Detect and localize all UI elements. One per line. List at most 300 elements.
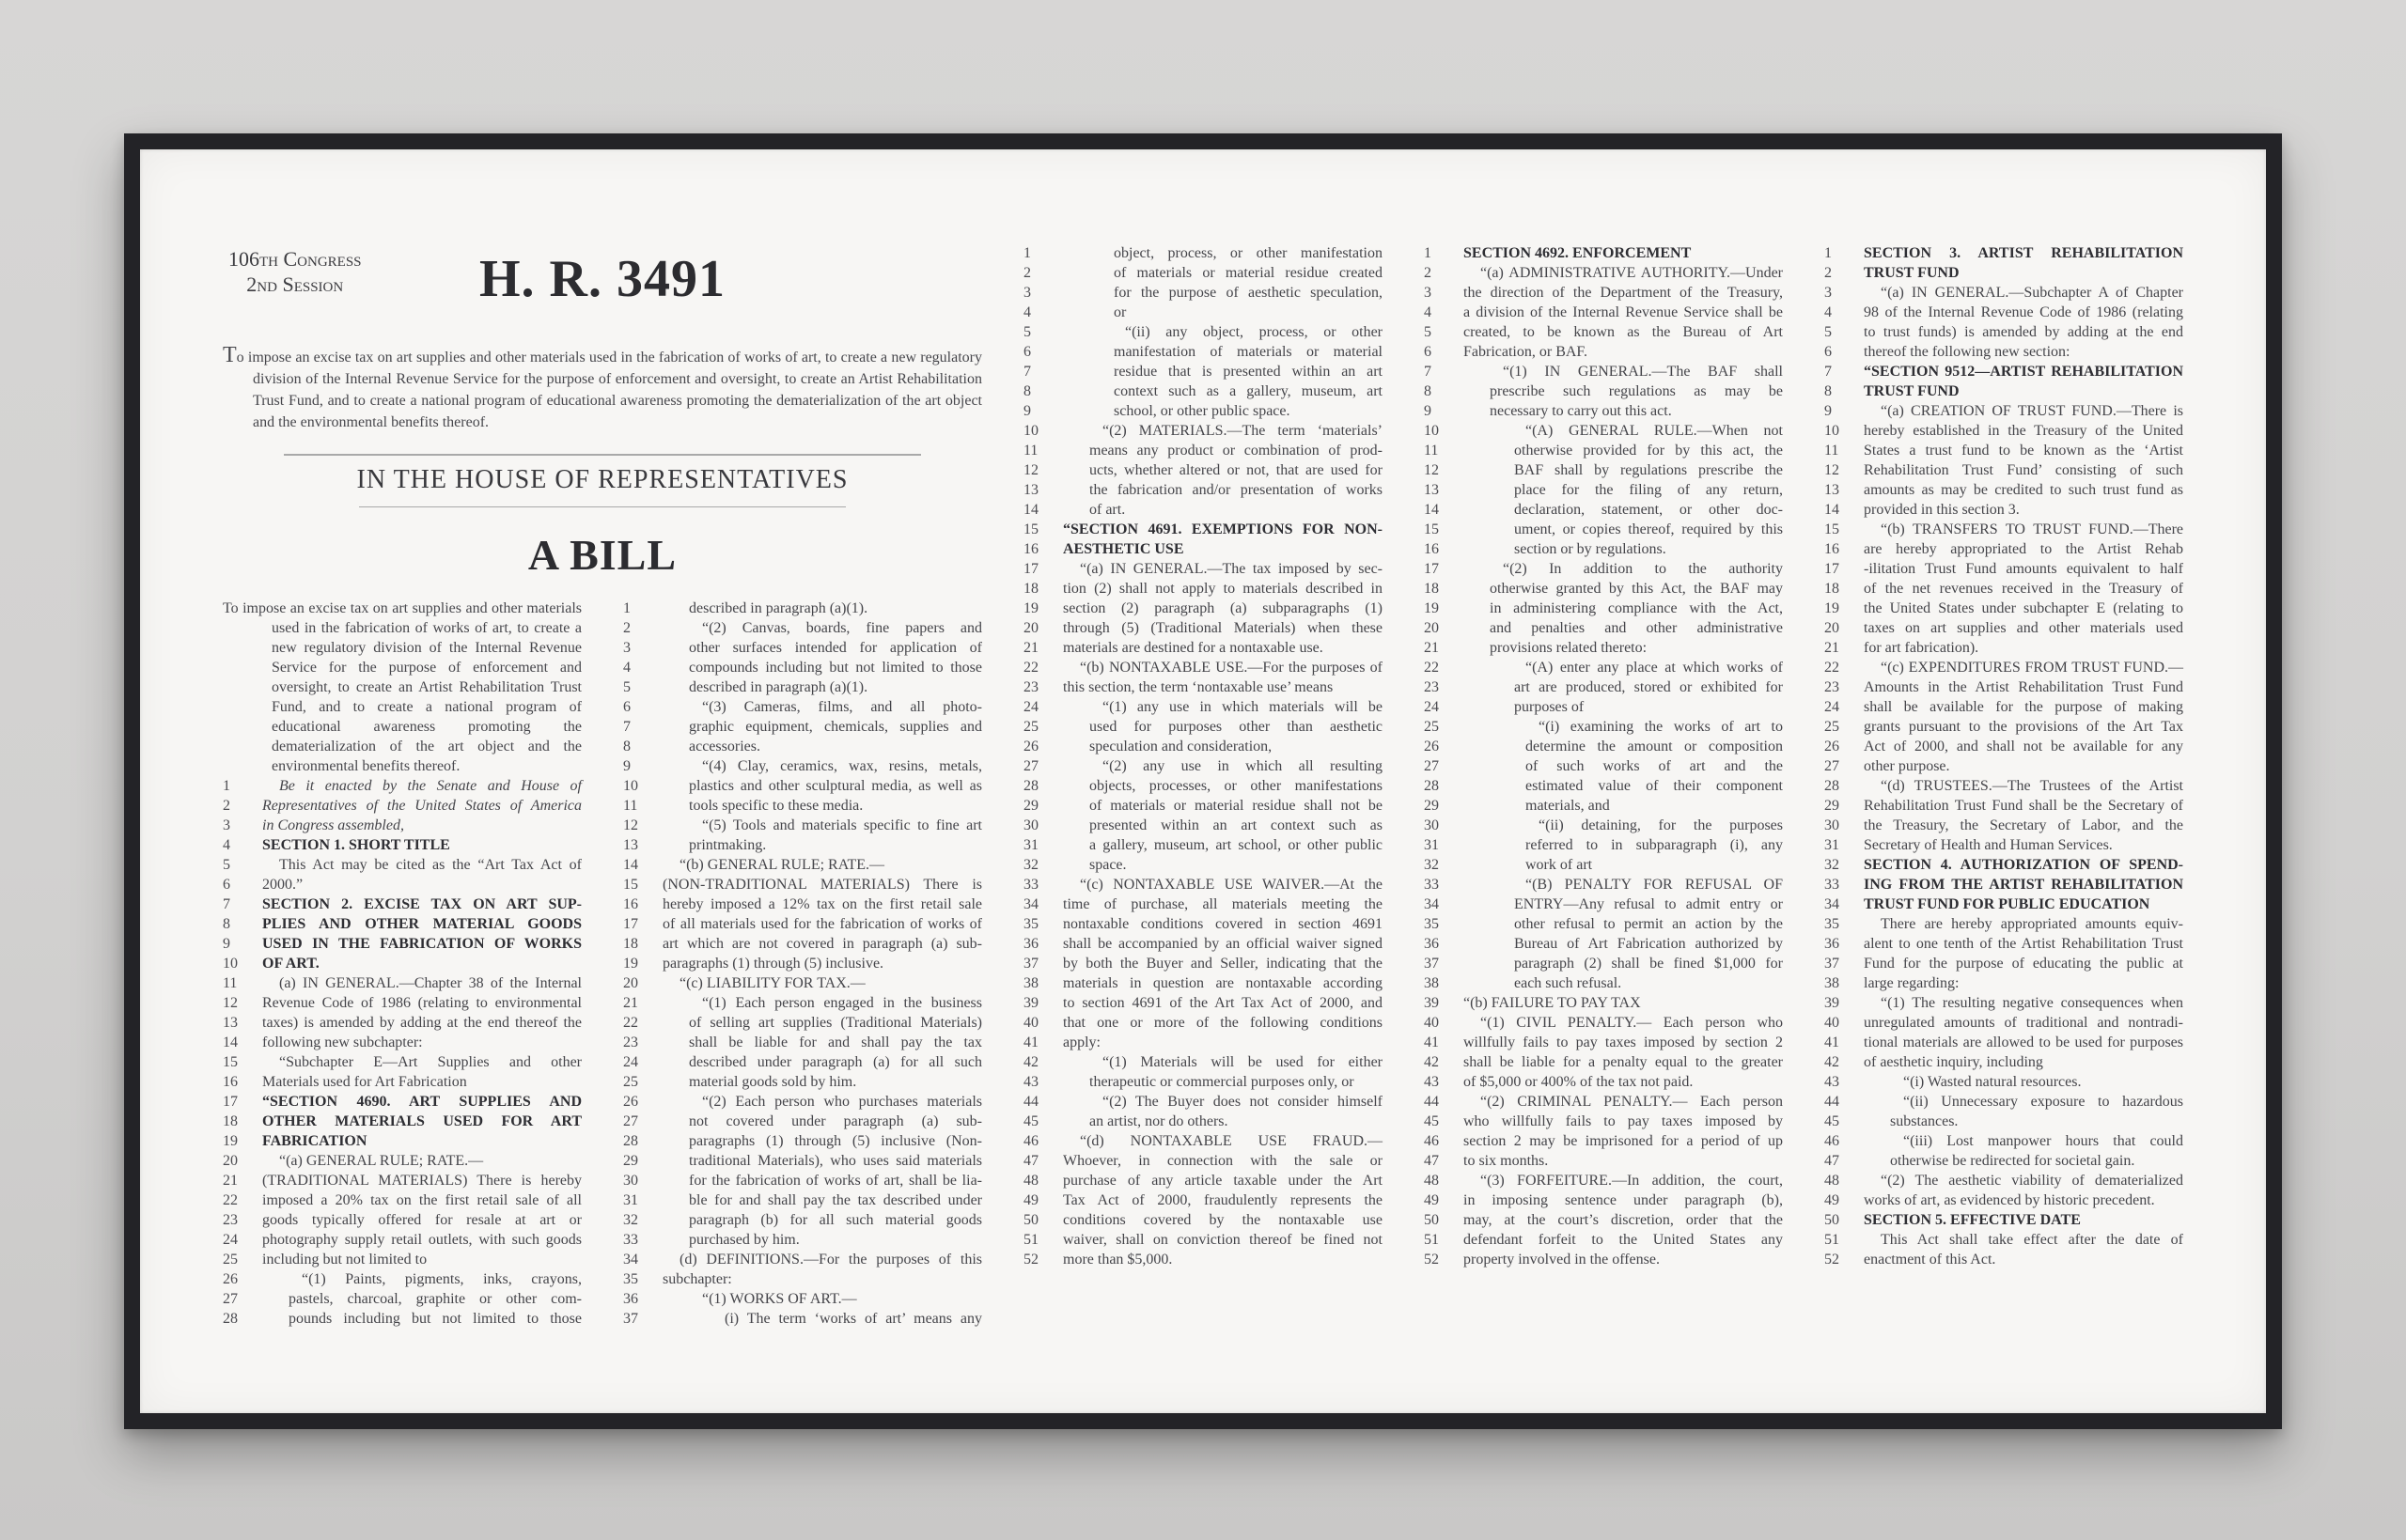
line-number: 7 xyxy=(623,719,631,735)
line-number: 16 xyxy=(1023,541,1039,557)
line-text: section (2) paragraph (a) subparagraphs (1) xyxy=(1063,600,1383,616)
line-text: material goods sold by him. xyxy=(689,1074,857,1090)
bill-line xyxy=(1824,1250,2183,1269)
bill-line xyxy=(623,697,982,717)
bill-column-page-1 xyxy=(223,599,582,1329)
bill-lines-page-1 xyxy=(223,776,582,1329)
bill-line xyxy=(1824,1210,2183,1230)
line-text: purchased by him. xyxy=(689,1232,800,1248)
bill-line xyxy=(1023,1230,1383,1250)
bill-line xyxy=(1824,401,2183,421)
line-text: of selling art supplies (Traditional Materials) xyxy=(689,1015,982,1031)
line-text: works of art, as evidenced by historic precedent. xyxy=(1864,1192,2155,1208)
line-number: 5 xyxy=(1424,324,1431,340)
bill-line xyxy=(1424,520,1783,539)
line-number: 30 xyxy=(1824,817,1839,833)
line-number: 24 xyxy=(623,1054,638,1070)
line-text: more than $5,000. xyxy=(1063,1252,1173,1268)
line-text: other refusal to permit an action by the xyxy=(1514,916,1783,932)
line-text: Representatives of the United States of America xyxy=(262,798,582,814)
line-number: 24 xyxy=(1824,699,1839,715)
line-number: 7 xyxy=(223,896,230,912)
bill-line xyxy=(623,855,982,875)
bill-line xyxy=(623,894,982,914)
line-text: “(c) NONTAXABLE USE WAIVER.—At the xyxy=(1080,877,1383,893)
bill-line xyxy=(1023,283,1383,303)
bill-line xyxy=(623,1112,982,1131)
line-number: 7 xyxy=(1424,364,1431,380)
line-text: the United States under subchapter E (relating to xyxy=(1864,600,2183,616)
bill-line xyxy=(1424,1092,1783,1112)
line-text: residue that is presented within an art xyxy=(1114,364,1383,380)
bill-line xyxy=(1824,875,2183,894)
bill-line xyxy=(1424,599,1783,618)
bill-line xyxy=(1424,934,1783,954)
line-number: 2 xyxy=(223,798,230,814)
line-number: 15 xyxy=(1824,521,1839,537)
line-number: 50 xyxy=(1023,1212,1039,1228)
line-number: 18 xyxy=(1023,581,1039,597)
line-number: 31 xyxy=(1023,837,1039,853)
line-text: therapeutic or commercial purposes only, or xyxy=(1089,1074,1354,1090)
bill-line xyxy=(1424,401,1783,421)
bill-line xyxy=(623,1013,982,1033)
line-number: 48 xyxy=(1824,1173,1839,1189)
line-text: TRUST FUND xyxy=(1864,265,1960,281)
bill-line xyxy=(223,1013,582,1033)
line-number: 3 xyxy=(1824,285,1832,301)
bill-line xyxy=(1424,579,1783,599)
bill-line xyxy=(1824,776,2183,796)
line-number: 21 xyxy=(223,1173,238,1189)
line-text: AESTHETIC USE xyxy=(1063,541,1184,557)
bill-header-and-first-pages xyxy=(223,243,982,1413)
line-number: 33 xyxy=(1824,877,1839,893)
line-number: 36 xyxy=(1023,936,1039,952)
line-text: conditions covered by the nontaxable use xyxy=(1063,1212,1383,1228)
line-text: hereby imposed a 12% tax on the first retail sale xyxy=(663,896,982,912)
line-number: 33 xyxy=(623,1232,638,1248)
line-text: shall be liable for a penalty equal to the greater xyxy=(1463,1054,1783,1070)
line-text: defendant forfeit to the United States any xyxy=(1463,1232,1783,1248)
line-number: 2 xyxy=(1824,265,1832,281)
line-text: “(b) FAILURE TO PAY TAX xyxy=(1463,995,1641,1011)
bill-line xyxy=(1824,283,2183,303)
line-number: 4 xyxy=(1424,304,1431,320)
line-text: printmaking. xyxy=(689,837,767,853)
bill-line xyxy=(1424,1210,1783,1230)
line-number: 25 xyxy=(623,1074,638,1090)
bill-line xyxy=(1023,914,1383,934)
bill-line xyxy=(1023,1131,1383,1151)
line-text: “(a) CREATION OF TRUST FUND.—There is xyxy=(1881,403,2183,419)
line-number: 34 xyxy=(1424,896,1439,912)
bill-pages-1-2 xyxy=(223,599,982,1329)
bill-line xyxy=(623,756,982,776)
line-text: the fabrication and/or presentation of works xyxy=(1089,482,1383,498)
line-number: 46 xyxy=(1023,1133,1039,1149)
bill-line xyxy=(223,1269,582,1289)
line-text: a division of the Internal Revenue Service shall be xyxy=(1463,304,1783,320)
bill-line xyxy=(1824,855,2183,875)
bill-line xyxy=(623,658,982,677)
line-text: “(3) FORFEITURE.—In addition, the court, xyxy=(1480,1173,1783,1189)
bill-line xyxy=(1424,539,1783,559)
line-number: 45 xyxy=(1023,1113,1039,1129)
line-text: referred to in subparagraph (i), any xyxy=(1525,837,1783,853)
line-text: school, or other public space. xyxy=(1114,403,1290,419)
bill-line xyxy=(1824,1230,2183,1250)
line-text: “(2) The aesthetic viability of dematerialized xyxy=(1881,1173,2183,1189)
line-number: 31 xyxy=(1824,837,1839,853)
line-text: accessories. xyxy=(689,739,760,754)
line-number: 15 xyxy=(1023,521,1039,537)
line-text: BAF shall by regulations prescribe the xyxy=(1514,462,1783,478)
bill-line xyxy=(1824,677,2183,697)
line-text: in Congress assembled, xyxy=(262,817,404,833)
line-number: 21 xyxy=(1824,640,1839,656)
line-number: 11 xyxy=(1023,443,1039,459)
line-text: in imposing sentence under paragraph (b), xyxy=(1463,1192,1783,1208)
bill-line xyxy=(1824,263,2183,283)
line-text: for art fabrication). xyxy=(1864,640,1979,656)
line-number: 19 xyxy=(1824,600,1839,616)
bill-line xyxy=(1824,1033,2183,1052)
bill-line xyxy=(1023,1013,1383,1033)
line-number: 32 xyxy=(1824,857,1839,873)
line-number: 29 xyxy=(623,1153,638,1169)
bill-line xyxy=(1023,441,1383,460)
bill-line xyxy=(1424,1250,1783,1269)
line-text: “(ii) Unnecessary exposure to hazardous xyxy=(1903,1094,2183,1110)
bill-line xyxy=(1023,1210,1383,1230)
bill-line xyxy=(1023,322,1383,342)
line-text: “SECTION 9512—ARTIST REHABILITATION xyxy=(1864,364,2183,380)
bill-line xyxy=(1824,1131,2183,1151)
bill-line xyxy=(223,934,582,954)
line-text: Rehabilitation Trust Fund’ consisting of such xyxy=(1864,462,2183,478)
line-text: “(1) Paints, pigments, inks, crayons, xyxy=(302,1271,582,1287)
line-text: subchapter: xyxy=(663,1271,732,1287)
bill-line xyxy=(1424,737,1783,756)
line-text: thereof the following new section: xyxy=(1864,344,2070,360)
bill-line xyxy=(1824,322,2183,342)
line-text: SECTION 1. SHORT TITLE xyxy=(262,837,450,853)
bill-line xyxy=(223,855,582,875)
line-number: 40 xyxy=(1824,1015,1839,1031)
line-number: 17 xyxy=(1023,561,1039,577)
line-number: 12 xyxy=(1023,462,1039,478)
line-text: other purpose. xyxy=(1864,758,1950,774)
line-number: 5 xyxy=(623,679,631,695)
line-text: “(a) ADMINISTRATIVE AUTHORITY.—Under xyxy=(1480,265,1783,281)
line-text: SECTION 4692. ENFORCEMENT xyxy=(1463,245,1692,261)
line-number: 17 xyxy=(623,916,638,932)
line-number: 16 xyxy=(223,1074,238,1090)
bill-heading: A BILL xyxy=(527,531,678,579)
line-text: of aesthetic inquiry, including xyxy=(1864,1054,2043,1070)
line-text: “(2) Canvas, boards, fine papers and xyxy=(702,620,982,636)
line-text: described in paragraph (a)(1). xyxy=(689,679,868,695)
bill-line xyxy=(1824,362,2183,381)
line-number: 14 xyxy=(623,857,638,873)
bill-line xyxy=(1023,934,1383,954)
bill-line xyxy=(1023,993,1383,1013)
line-text: OTHER MATERIALS USED FOR ART xyxy=(262,1113,582,1129)
line-number: 34 xyxy=(623,1252,638,1268)
bill-column-page-3 xyxy=(1023,243,1383,1413)
bill-line xyxy=(1424,618,1783,638)
bill-line xyxy=(1424,243,1783,263)
bill-column-page-4 xyxy=(1424,243,1783,1413)
bill-line xyxy=(1023,1033,1383,1052)
bill-line xyxy=(623,1072,982,1092)
line-text: goods typically offered for resale at art or xyxy=(262,1212,582,1228)
line-text: tion (2) shall not apply to materials described in xyxy=(1063,581,1383,597)
line-text: “SECTION 4690. ART SUPPLIES AND xyxy=(262,1094,582,1110)
line-text: “(a) IN GENERAL.—The tax imposed by sec- xyxy=(1080,561,1383,577)
bill-line xyxy=(1424,500,1783,520)
bill-line xyxy=(1824,993,2183,1013)
bill-line xyxy=(1824,421,2183,441)
bill-line xyxy=(1424,303,1783,322)
line-text: “Subchapter E—Art Supplies and other xyxy=(279,1054,582,1070)
line-text: for the purpose of aesthetic speculation, xyxy=(1114,285,1383,301)
line-number: 35 xyxy=(623,1271,638,1287)
line-text: “(1) Each person engaged in the business xyxy=(702,995,982,1011)
line-number: 5 xyxy=(223,857,230,873)
line-number: 6 xyxy=(223,877,230,893)
line-text: “(2) Each person who purchases materials xyxy=(702,1094,982,1110)
line-number: 22 xyxy=(623,1015,638,1031)
line-text: nontaxable conditions covered in section 4691 xyxy=(1063,916,1383,932)
line-text: “(4) Clay, ceramics, wax, resins, metals, xyxy=(702,758,982,774)
bill-line xyxy=(1023,243,1383,263)
line-text: “(5) Tools and materials specific to fine art xyxy=(702,817,982,833)
line-text: large regarding: xyxy=(1864,975,1960,991)
line-text: “(c) LIABILITY FOR TAX.— xyxy=(680,975,866,991)
line-number: 13 xyxy=(1023,482,1039,498)
line-number: 29 xyxy=(1424,798,1439,814)
bill-line xyxy=(1023,1112,1383,1131)
bill-line xyxy=(1023,500,1383,520)
bill-line xyxy=(1023,421,1383,441)
line-number: 51 xyxy=(1023,1232,1039,1248)
line-number: 4 xyxy=(623,660,631,676)
line-number: 13 xyxy=(223,1015,238,1031)
bill-line xyxy=(623,973,982,993)
bill-line xyxy=(1424,460,1783,480)
bill-line xyxy=(1023,263,1383,283)
bill-line xyxy=(1824,1112,2183,1131)
bill-line xyxy=(623,1230,982,1250)
bill-line xyxy=(1023,1190,1383,1210)
bill-line xyxy=(1023,677,1383,697)
bill-line xyxy=(1424,1171,1783,1190)
line-number: 8 xyxy=(1023,383,1031,399)
line-number: 11 xyxy=(1824,443,1839,459)
bill-line xyxy=(1424,1033,1783,1052)
line-text: unregulated amounts of traditional and nontradi- xyxy=(1864,1015,2183,1031)
line-number: 12 xyxy=(1424,462,1439,478)
line-number: 4 xyxy=(223,837,230,853)
line-number: 44 xyxy=(1824,1094,1839,1110)
line-text: estimated value of their component xyxy=(1525,778,1783,794)
line-text: imposed a 20% tax on the first retail sale of all xyxy=(262,1192,582,1208)
line-text: This Act shall take effect after the date of xyxy=(1881,1232,2183,1248)
line-number: 14 xyxy=(1824,502,1839,518)
line-text: SECTION 5. EFFECTIVE DATE xyxy=(1864,1212,2081,1228)
bill-line xyxy=(223,914,582,934)
line-text: “(B) PENALTY FOR REFUSAL OF xyxy=(1525,877,1783,893)
bill-line xyxy=(1023,480,1383,500)
line-number: 42 xyxy=(1424,1054,1439,1070)
line-text: TRUST FUND FOR PUBLIC EDUCATION xyxy=(1864,896,2150,912)
line-text: purchase of any article taxable under the Art xyxy=(1063,1173,1383,1189)
line-number: 39 xyxy=(1824,995,1839,1011)
bill-line xyxy=(623,599,982,618)
line-text: (a) IN GENERAL.—Chapter 38 of the Internal xyxy=(279,975,582,991)
line-number: 32 xyxy=(1424,857,1439,873)
bill-line xyxy=(1023,579,1383,599)
bill-line xyxy=(623,875,982,894)
line-number: 32 xyxy=(623,1212,638,1228)
line-text: of all materials used for the fabrication of works of xyxy=(663,916,982,932)
line-number: 26 xyxy=(1023,739,1039,754)
line-text: “(1) Materials will be used for either xyxy=(1102,1054,1383,1070)
line-number: 47 xyxy=(1424,1153,1439,1169)
bill-line xyxy=(1424,835,1783,855)
bill-line xyxy=(1824,954,2183,973)
bill-line xyxy=(1023,460,1383,480)
bill-line xyxy=(1023,756,1383,776)
line-text: plastics and other sculptural media, as well as xyxy=(689,778,982,794)
line-text: who willfully fails to pay taxes imposed by xyxy=(1463,1113,1783,1129)
line-number: 28 xyxy=(1023,778,1039,794)
line-number: 13 xyxy=(1824,482,1839,498)
bill-line xyxy=(223,875,582,894)
line-text: to section 4691 of the Art Tax Act of 2000, and xyxy=(1063,995,1383,1011)
line-number: 31 xyxy=(1424,837,1439,853)
line-text: graphic equipment, chemicals, supplies and xyxy=(689,719,982,735)
line-number: 42 xyxy=(1023,1054,1039,1070)
line-number: 20 xyxy=(223,1153,238,1169)
line-number: 7 xyxy=(1023,364,1031,380)
line-number: 1 xyxy=(1023,245,1031,261)
bill-line xyxy=(1424,1151,1783,1171)
line-text: -ilitation Trust Fund amounts equivalent to half xyxy=(1864,561,2183,577)
line-text: Tax Act of 2000, fraudulently represents the xyxy=(1063,1192,1383,1208)
session-label: 2nd Session xyxy=(246,272,344,296)
bill-line xyxy=(1023,894,1383,914)
line-number: 15 xyxy=(223,1054,238,1070)
line-text: described under paragraph (a) for all such xyxy=(689,1054,982,1070)
line-number: 10 xyxy=(223,956,238,972)
line-number: 5 xyxy=(1023,324,1031,340)
bill-line xyxy=(1023,1151,1383,1171)
line-number: 21 xyxy=(1023,640,1039,656)
bill-line xyxy=(1424,441,1783,460)
line-text: declaration, statement, or other doc- xyxy=(1514,502,1783,518)
line-number: 45 xyxy=(1424,1113,1439,1129)
line-text: willfully fails to pay taxes imposed by section 2 xyxy=(1463,1034,1783,1050)
bill-line xyxy=(1824,914,2183,934)
line-number: 24 xyxy=(223,1232,238,1248)
line-number: 19 xyxy=(1023,600,1039,616)
line-text: ENTRY—Any refusal to admit entry or xyxy=(1514,896,1783,912)
line-number: 46 xyxy=(1824,1133,1839,1149)
line-text: “(a) GENERAL RULE; RATE.— xyxy=(279,1153,484,1169)
line-text: FABRICATION xyxy=(262,1133,367,1149)
line-number: 3 xyxy=(1424,285,1431,301)
bill-line xyxy=(1424,816,1783,835)
line-text: prescribe such regulations as may be xyxy=(1490,383,1783,399)
bill-line xyxy=(1023,599,1383,618)
line-number: 8 xyxy=(223,916,230,932)
bill-line xyxy=(223,993,582,1013)
line-number: 23 xyxy=(623,1034,638,1050)
line-number: 41 xyxy=(1424,1034,1439,1050)
line-number: 41 xyxy=(1824,1034,1839,1050)
line-number: 28 xyxy=(223,1311,238,1327)
line-text: provisions related thereto: xyxy=(1490,640,1648,656)
line-number: 45 xyxy=(1824,1113,1839,1129)
bill-line xyxy=(1824,638,2183,658)
line-text: “(3) Cameras, films, and all photo- xyxy=(702,699,982,715)
line-number: 11 xyxy=(1424,443,1439,459)
line-text: “(iii) Lost manpower hours that could xyxy=(1903,1133,2183,1149)
bill-line xyxy=(623,1151,982,1171)
line-text: “(1) The resulting negative consequences when xyxy=(1881,995,2183,1011)
bill-line xyxy=(1424,559,1783,579)
line-number: 12 xyxy=(223,995,238,1011)
line-number: 1 xyxy=(1824,245,1832,261)
line-number: 33 xyxy=(1023,877,1039,893)
line-number: 38 xyxy=(1023,975,1039,991)
line-text: Revenue Code of 1986 (relating to environmental xyxy=(262,995,582,1011)
bill-line xyxy=(623,816,982,835)
bill-line xyxy=(1424,894,1783,914)
line-number: 23 xyxy=(1824,679,1839,695)
line-number: 49 xyxy=(1824,1192,1839,1208)
line-text: created, to be known as the Bureau of Art xyxy=(1463,324,1783,340)
line-text: paragraphs (1) through (5) inclusive. xyxy=(663,956,884,972)
bill-line xyxy=(1023,539,1383,559)
line-text: “(b) NONTAXABLE USE.—For the purposes of xyxy=(1080,660,1383,676)
bill-line xyxy=(623,1190,982,1210)
line-text: materials are destined for a nontaxable use. xyxy=(1063,640,1323,656)
line-text: to six months. xyxy=(1463,1153,1549,1169)
line-number: 37 xyxy=(1824,956,1839,972)
bill-line xyxy=(1424,1052,1783,1072)
line-number: 9 xyxy=(1824,403,1832,419)
line-text: pounds including but not limited to those xyxy=(289,1311,582,1327)
line-number: 20 xyxy=(1824,620,1839,636)
line-number: 14 xyxy=(1424,502,1439,518)
line-number: 35 xyxy=(1824,916,1839,932)
bill-line xyxy=(1424,973,1783,993)
line-text: paragraphs (1) through (5) inclusive (Non- xyxy=(689,1133,982,1149)
bill-line xyxy=(623,677,982,697)
line-number: 36 xyxy=(623,1291,638,1307)
bill-line xyxy=(1023,1171,1383,1190)
bill-line xyxy=(1824,658,2183,677)
line-number: 20 xyxy=(1424,620,1439,636)
line-number: 26 xyxy=(1424,739,1439,754)
congress-session-block xyxy=(228,247,362,298)
line-text: “(2) In addition to the authority xyxy=(1503,561,1783,577)
line-text: materials, and xyxy=(1525,798,1610,814)
